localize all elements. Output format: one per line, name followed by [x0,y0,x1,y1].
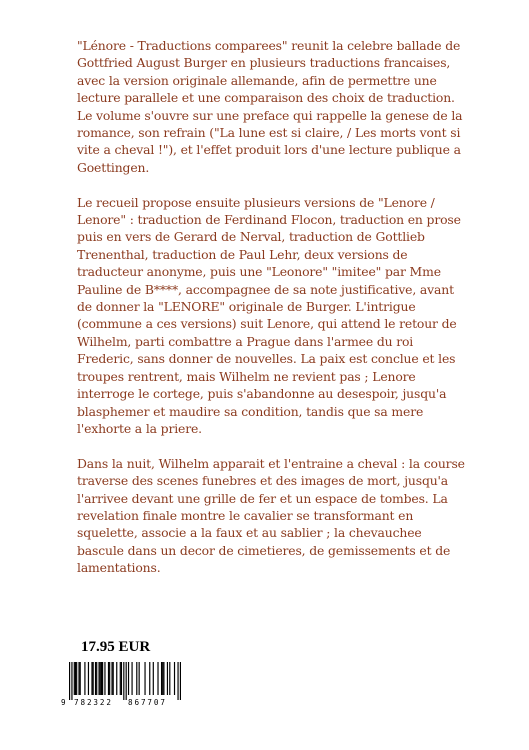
description-text [77,37,469,594]
barcode-bar [84,662,85,695]
barcode-bar [116,662,117,695]
barcode-bar [78,662,79,695]
barcode-bars-icon [69,662,181,700]
barcode-bar [128,662,129,695]
barcode-bar [75,662,76,695]
barcode-bar [162,662,163,695]
barcode-bar [91,662,92,695]
barcode-bar [131,662,132,695]
barcode-bar [108,662,109,695]
barcode-bar [101,662,102,695]
barcode-first-digit: 9 [61,698,66,707]
barcode-right-group: 867707 [128,698,167,707]
isbn-barcode [61,662,183,710]
description-paragraph-3: Dans la nuit, Wilhelm apparait et l'entraine a cheval : la course traverse des scenes funebres et des images de mort, jusqu'a l'arrivee devant une grille de fer et un espace de tombes. La revelation finale montre le cavalier se transformant en squelette, associe a la faux et au sablier ; la chevauchee bascule dans un decor de cimetieres, de gemissements et de lamentations. [77,455,465,576]
barcode-bar [123,662,124,700]
barcode-bar [113,662,114,695]
barcode-bar [157,662,158,695]
price-label: 17.95 EUR [81,639,151,655]
barcode-bar [144,662,145,695]
barcode-bar [126,662,127,700]
barcode-digits [61,698,185,743]
barcode-bar [111,662,112,695]
barcode-bar [120,662,121,695]
barcode-bar [169,662,170,695]
barcode-bar [74,662,75,695]
barcode-bar [98,662,99,695]
barcode-bar [100,662,101,695]
barcode-bar [102,662,103,695]
barcode-bar [163,662,164,695]
barcode-left-group: 782322 [74,698,113,707]
barcode-bar [121,662,122,695]
barcode-bar [174,662,175,695]
barcode-bar [180,662,181,700]
barcode-bar [88,662,89,695]
barcode-bar [177,662,178,700]
barcode-bar [167,662,168,695]
barcode-bar [69,662,70,700]
barcode-bar [96,662,97,695]
barcode-bar [136,662,137,695]
barcode-bar [80,662,81,695]
barcode-bar [139,662,140,695]
barcode-bar [95,662,96,695]
barcode-bar [104,662,105,695]
barcode-bar [93,662,94,695]
description-paragraph-2: Le recueil propose ensuite plusieurs versions de "Lenore / Lenore" : traduction de Ferdinand Flocon, traduction en prose puis en vers de Gerard de Nerval, traduction de Gottlieb Trenenthal, traduction de Paul Lehr, deux versions de traducteur anonyme, puis une "Leonore" "imitee" par Mme Pauline de B****, accompagnee de sa note justificative, avant de donner la "LENORE" originale de Burger. L'intrigue (commune a ces versions) suit Lenore, qui attend le retour de Wilhelm, parti combattre a Prague dans l'armee du roi Frederic, sans donner de nouvelles. La paix est conclue et les troupes rentrent, mais Wilhelm ne revient pas ; Lenore interroge le cortege, puis s'abandonne au desespoir, jusqu'a blasphemer et maudire sa condition, tandis que sa mere l'exhorte a la priere. [77,194,461,436]
barcode-bar [149,662,150,695]
barcode-bar [76,662,77,695]
barcode-bar [71,662,72,700]
barcode-bar [109,662,110,695]
barcode-bar [153,662,154,695]
description-paragraph-1: "Lénore - Traductions comparees" reunit la celebre ballade de Gottfried August Burger en plusieurs traductions francaises, avec la version originale allemande, afin de permettre une lecture parallele et une comparaison des choix de traduction. Le volume s'ouvre sur une preface qui rappelle la genese de la romance, son refrain ("La lune est si claire, / Les morts vont si vite a cheval !"), et l'effet produit lors d'une lecture publique a Goettingen. [77,38,463,175]
barcode-bar [161,662,162,695]
